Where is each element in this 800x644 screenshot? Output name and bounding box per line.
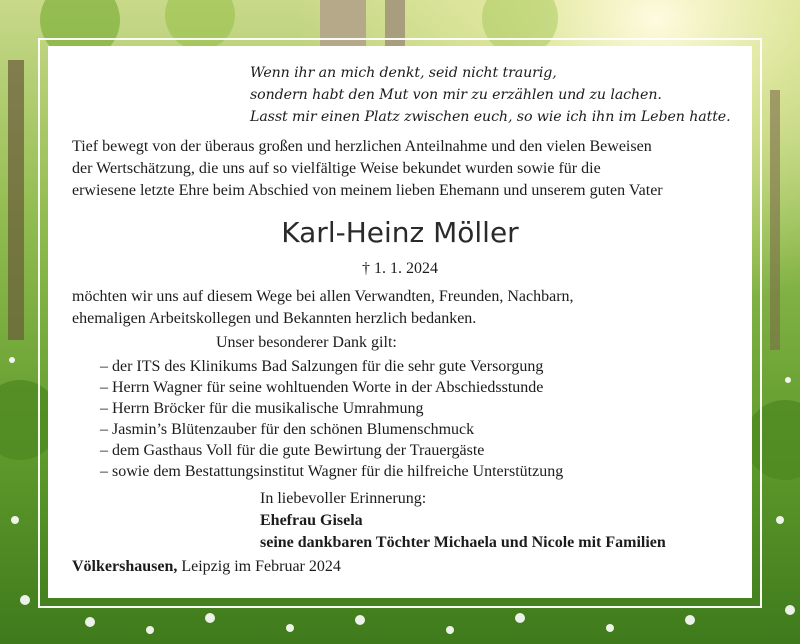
signature-children: seine dankbaren Töchter Michaela und Nicole mit Familien bbox=[260, 534, 666, 551]
thanks-list-item: – der ITS des Klinikums Bad Salzungen für die sehr gute Versorgung bbox=[100, 358, 544, 375]
intro-line-3: erwiesene letzte Ehre beim Abschied von meinem lieben Ehemann und unserem guten Vater bbox=[72, 182, 663, 199]
footer-place-date bbox=[72, 556, 341, 578]
special-thanks-heading: Unser besonderer Dank gilt: bbox=[216, 334, 397, 351]
signature-intro: In liebevoller Erinnerung: bbox=[260, 490, 427, 507]
thanks-list-item: – Herrn Bröcker für die musikalische Umrahmung bbox=[100, 400, 424, 417]
thanks-list-item: – dem Gasthaus Voll für die gute Bewirtung der Trauergäste bbox=[100, 442, 485, 459]
poem-line-2: sondern habt den Mut von mir zu erzählen und zu lachen. bbox=[250, 87, 662, 103]
footer-date: Leipzig im Februar 2024 bbox=[177, 558, 341, 575]
death-date: † 1. 1. 2024 bbox=[362, 260, 438, 277]
signature-spouse: Ehefrau Gisela bbox=[260, 512, 363, 529]
footer-place: Völkershausen, bbox=[72, 558, 178, 575]
thanks-line-1: möchten wir uns auf diesem Wege bei allen Verwandten, Freunden, Nachbarn, bbox=[72, 288, 574, 305]
intro-line-2: der Wertschätzung, die uns auf so vielfältige Weise bekundet wurden sowie für die bbox=[72, 160, 601, 177]
thanks-list-item: – Jasmin’s Blütenzauber für den schönen Blumenschmuck bbox=[100, 421, 475, 438]
thanks-list-item: – sowie dem Bestattungsinstitut Wagner für die hilfreiche Unterstützung bbox=[100, 463, 564, 480]
deceased-name: Karl-Heinz Möller bbox=[281, 216, 519, 249]
poem-line-1: Wenn ihr an mich denkt, seid nicht traurig, bbox=[250, 65, 557, 81]
poem-line-3: Lasst mir einen Platz zwischen euch, so wie ich ihn im Leben hatte. bbox=[250, 109, 731, 125]
thanks-line-2: ehemaligen Arbeitskollegen und Bekannten herzlich bedanken. bbox=[72, 310, 477, 327]
obituary-card bbox=[48, 46, 752, 598]
intro-line-1: Tief bewegt von der überaus großen und herzlichen Anteilnahme und den vielen Beweisen bbox=[72, 138, 652, 155]
thanks-list-item: – Herrn Wagner für seine wohltuenden Worte in der Abschiedsstunde bbox=[100, 379, 544, 396]
